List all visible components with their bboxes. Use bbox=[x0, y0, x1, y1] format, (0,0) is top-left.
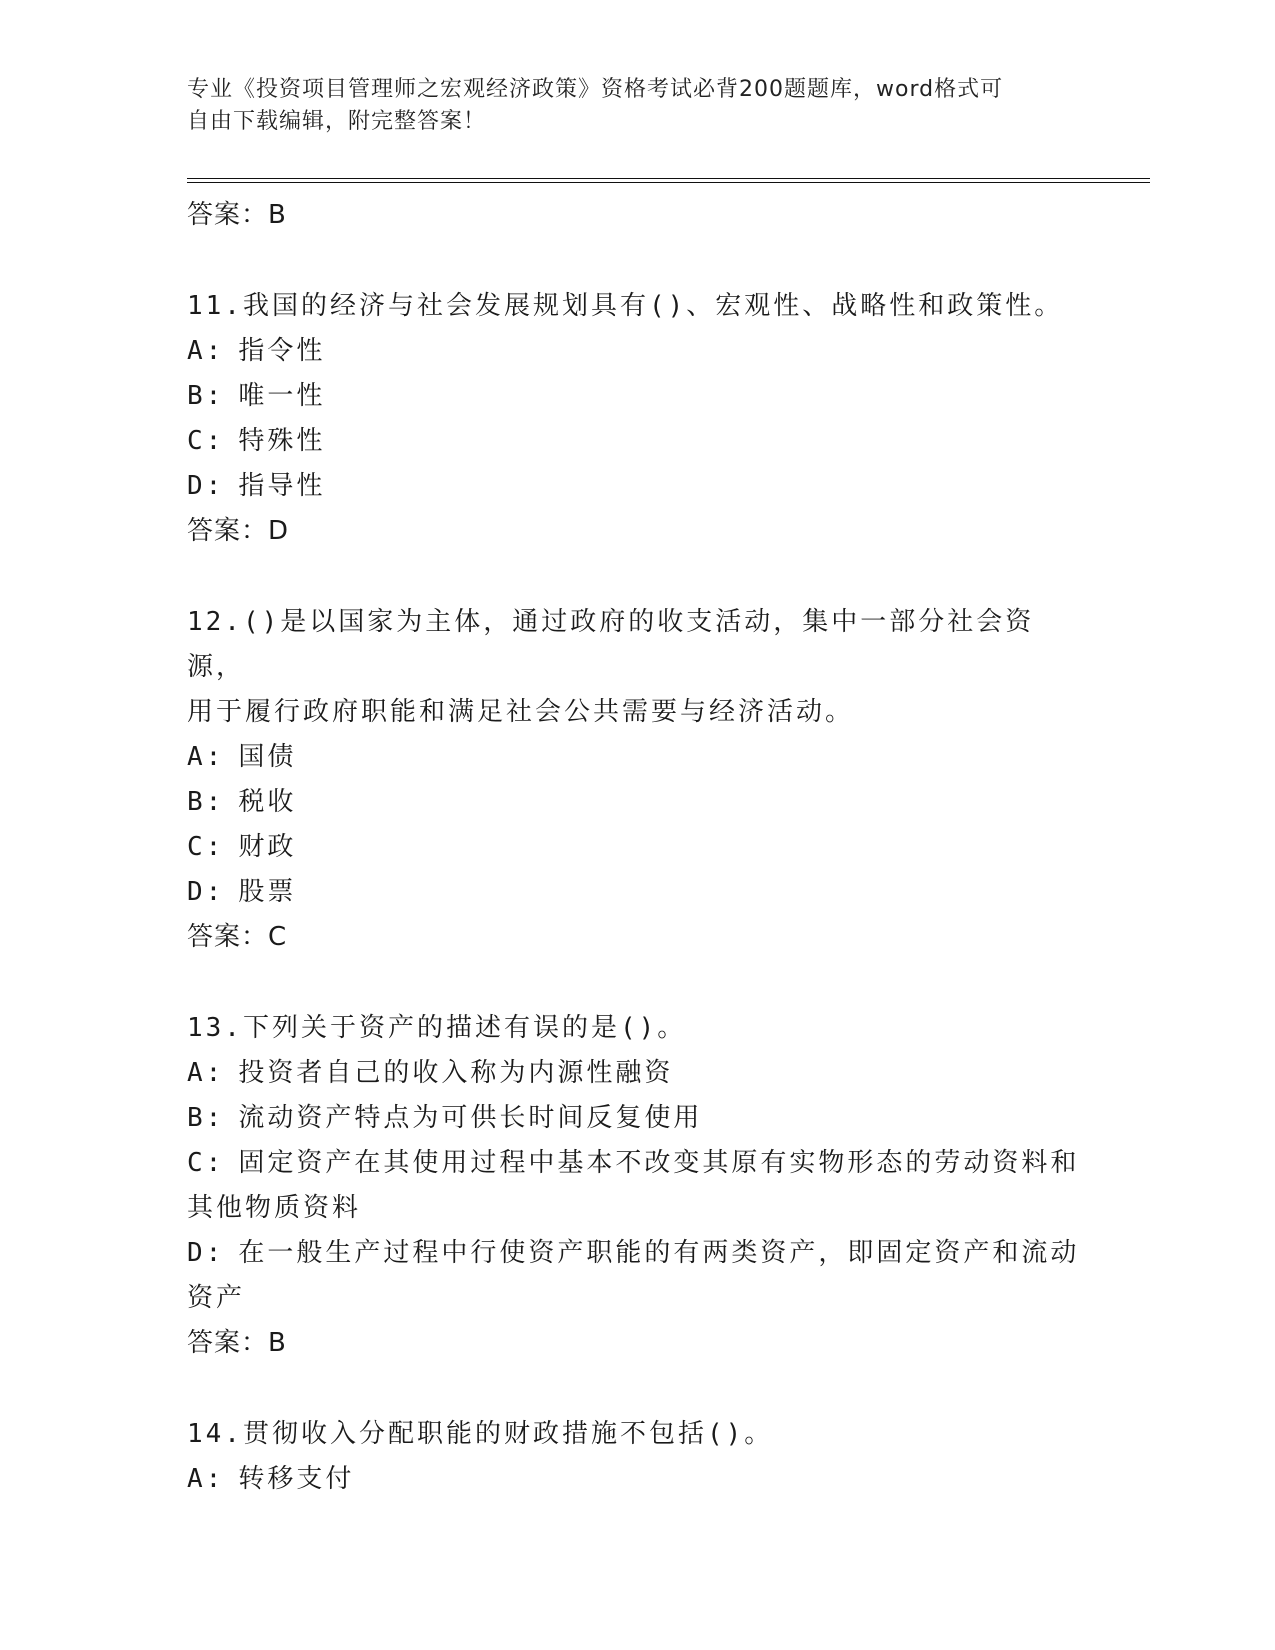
option-label: B: bbox=[187, 381, 225, 411]
spacer bbox=[187, 238, 1087, 284]
option-label: C: bbox=[187, 1148, 225, 1178]
option-text: 股票 bbox=[238, 877, 297, 907]
question-text-line-1: 12.()是以国家为主体，通过政府的收支活动，集中一部分社会资源， bbox=[187, 607, 1035, 682]
option-text: 指导性 bbox=[238, 471, 326, 501]
answer: 答案：C bbox=[187, 922, 288, 952]
question-list bbox=[187, 193, 1087, 1502]
header-line-2: 自由下载编辑，附完整答案！ bbox=[187, 109, 487, 134]
option-text: 指令性 bbox=[238, 336, 326, 366]
question-text: 14.贯彻收入分配职能的财政措施不包括()。 bbox=[187, 1419, 774, 1449]
question-text: 11.我国的经济与社会发展规划具有()、宏观性、战略性和政策性。 bbox=[187, 291, 1064, 321]
option-text: 税收 bbox=[238, 787, 297, 817]
option-text: 转移支付 bbox=[238, 1464, 355, 1494]
option-text: 财政 bbox=[238, 832, 297, 862]
previous-answer: 答案：B bbox=[187, 200, 287, 230]
option-label: B: bbox=[187, 1103, 225, 1133]
option-label: A: bbox=[187, 1464, 225, 1494]
option-b bbox=[187, 780, 1087, 825]
option-label: B: bbox=[187, 787, 225, 817]
question-14 bbox=[187, 1412, 1087, 1502]
option-label: A: bbox=[187, 1058, 225, 1088]
option-text: 流动资产特点为可供长时间反复使用 bbox=[238, 1103, 703, 1133]
question-text: 13.下列关于资产的描述有误的是()。 bbox=[187, 1013, 687, 1043]
option-text: 在一般生产过程中行使资产职能的有两类资产，即固定资产和流动 bbox=[238, 1238, 1080, 1268]
header-rule-top bbox=[187, 178, 1150, 179]
option-text: 投资者自己的收入称为内源性融资 bbox=[238, 1058, 674, 1088]
option-label: A: bbox=[187, 742, 225, 772]
question-11 bbox=[187, 284, 1087, 554]
option-label: D: bbox=[187, 1238, 225, 1268]
option-a bbox=[187, 735, 1087, 780]
option-b bbox=[187, 374, 1087, 419]
option-d-continuation: 资产 bbox=[187, 1283, 246, 1313]
option-label: C: bbox=[187, 832, 225, 862]
option-b bbox=[187, 1096, 1087, 1141]
option-c bbox=[187, 1141, 1087, 1186]
option-c-continuation: 其他物质资料 bbox=[187, 1193, 362, 1223]
header-rule-bottom bbox=[187, 182, 1150, 183]
spacer bbox=[187, 960, 1087, 1006]
option-label: D: bbox=[187, 471, 225, 501]
option-a bbox=[187, 1051, 1087, 1096]
option-text: 特殊性 bbox=[238, 426, 326, 456]
spacer bbox=[187, 554, 1087, 600]
option-text: 唯一性 bbox=[238, 381, 326, 411]
option-c bbox=[187, 419, 1087, 464]
option-d bbox=[187, 1231, 1087, 1276]
option-label: D: bbox=[187, 877, 225, 907]
option-a bbox=[187, 1457, 1087, 1502]
option-d bbox=[187, 870, 1087, 915]
answer: 答案：D bbox=[187, 516, 290, 546]
spacer bbox=[187, 1366, 1087, 1412]
answer: 答案：B bbox=[187, 1328, 287, 1358]
header-line-1: 专业《投资项目管理师之宏观经济政策》资格考试必背200题题库，word格式可 bbox=[187, 77, 1004, 102]
option-label: A: bbox=[187, 336, 225, 366]
option-text: 固定资产在其使用过程中基本不改变其原有实物形态的劳动资料和 bbox=[238, 1148, 1080, 1178]
option-text: 国债 bbox=[238, 742, 297, 772]
question-text-line-2: 用于履行政府职能和满足社会公共需要与经济活动。 bbox=[187, 697, 855, 727]
option-d bbox=[187, 464, 1087, 509]
question-13 bbox=[187, 1006, 1087, 1366]
option-label: C: bbox=[187, 426, 225, 456]
option-a bbox=[187, 329, 1087, 374]
question-12 bbox=[187, 600, 1087, 960]
document-header bbox=[187, 74, 1067, 138]
option-c bbox=[187, 825, 1087, 870]
